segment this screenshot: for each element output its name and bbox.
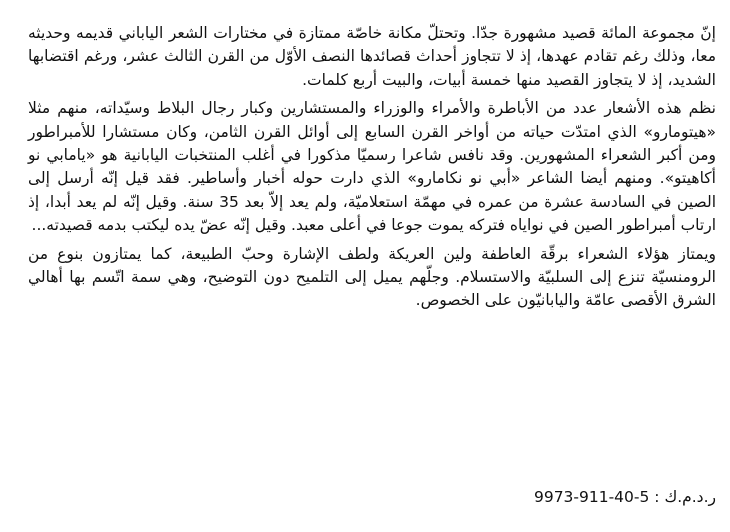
paragraph-poets: نظم هذه الأشعار عدد من الأباطرة والأمراء والوزراء والمستشارين وكبار رجال البلاط وسيّداته، منهم مثلا «هيتومارو» الذي امتدّت حياته من أواخر القرن السابع إلى أوائل القرن الثامن، وكان مستشارا للأمبراطور ومن أكبر الشعراء المشهورين. وقد نافس شاعرا رسميّا مذكورا في أغلب المنتخبات اليابانية هو «يامابي نو أكاهيتو». ومنهم أيضا الشاعر «أبي نو نكامارو» الذي دارت حوله أخبار وأساطير. فقد قيل إنّه أرسل إلى الصين في السادسة عشرة من عمره في مهمّة استعلاميّة، ولم يعد إلاّ بعد 35 سنة. وقيل إنّه لم يعد أبدا، إذ ارتاب أمبراطور الصين في نواياه فتركه يموت جوعا في أعلى معبد. وقيل إنّه عضّ يده ليكتب بدمه قصيدته... xyxy=(28,99,716,235)
isbn-label: ر.د.م.ك : xyxy=(649,488,716,506)
paragraph-traits: ويمتاز هؤلاء الشعراء برقّة العاطفة ولين العريكة ولطف الإشارة وحبّ الطبيعة، كما يمتازون بنوع من الرومنسيّة تنزع إلى السلبيّة والاستسلام. وجلّهم يميل إلى التلميح دون التوضيح، وهي سمة اتّسم بها أهالي الشرق الأقصى عامّة واليابانيّون على الخصوص. xyxy=(28,244,716,310)
isbn-line xyxy=(28,485,716,509)
isbn-number: 9973-911-40-5 xyxy=(533,488,650,506)
document-page xyxy=(28,22,716,512)
paragraph-intro: إنّ مجموعة المائة قصيد مشهورة جدّا. وتحتلّ مكانة خاصّة ممتازة في مختارات الشعر الياباني قديمه وحديثه معا، وذلك رغم تقادم عهدها، إذ لا تتجاوز أحداث قصائدها النصف الأوّل من القرن الثالث عشر، ورغم اقتضابها الشديد، إذ لا يتجاوز القصيد منها خمسة أبيات، والبيت أربع كلمات. xyxy=(28,24,716,89)
